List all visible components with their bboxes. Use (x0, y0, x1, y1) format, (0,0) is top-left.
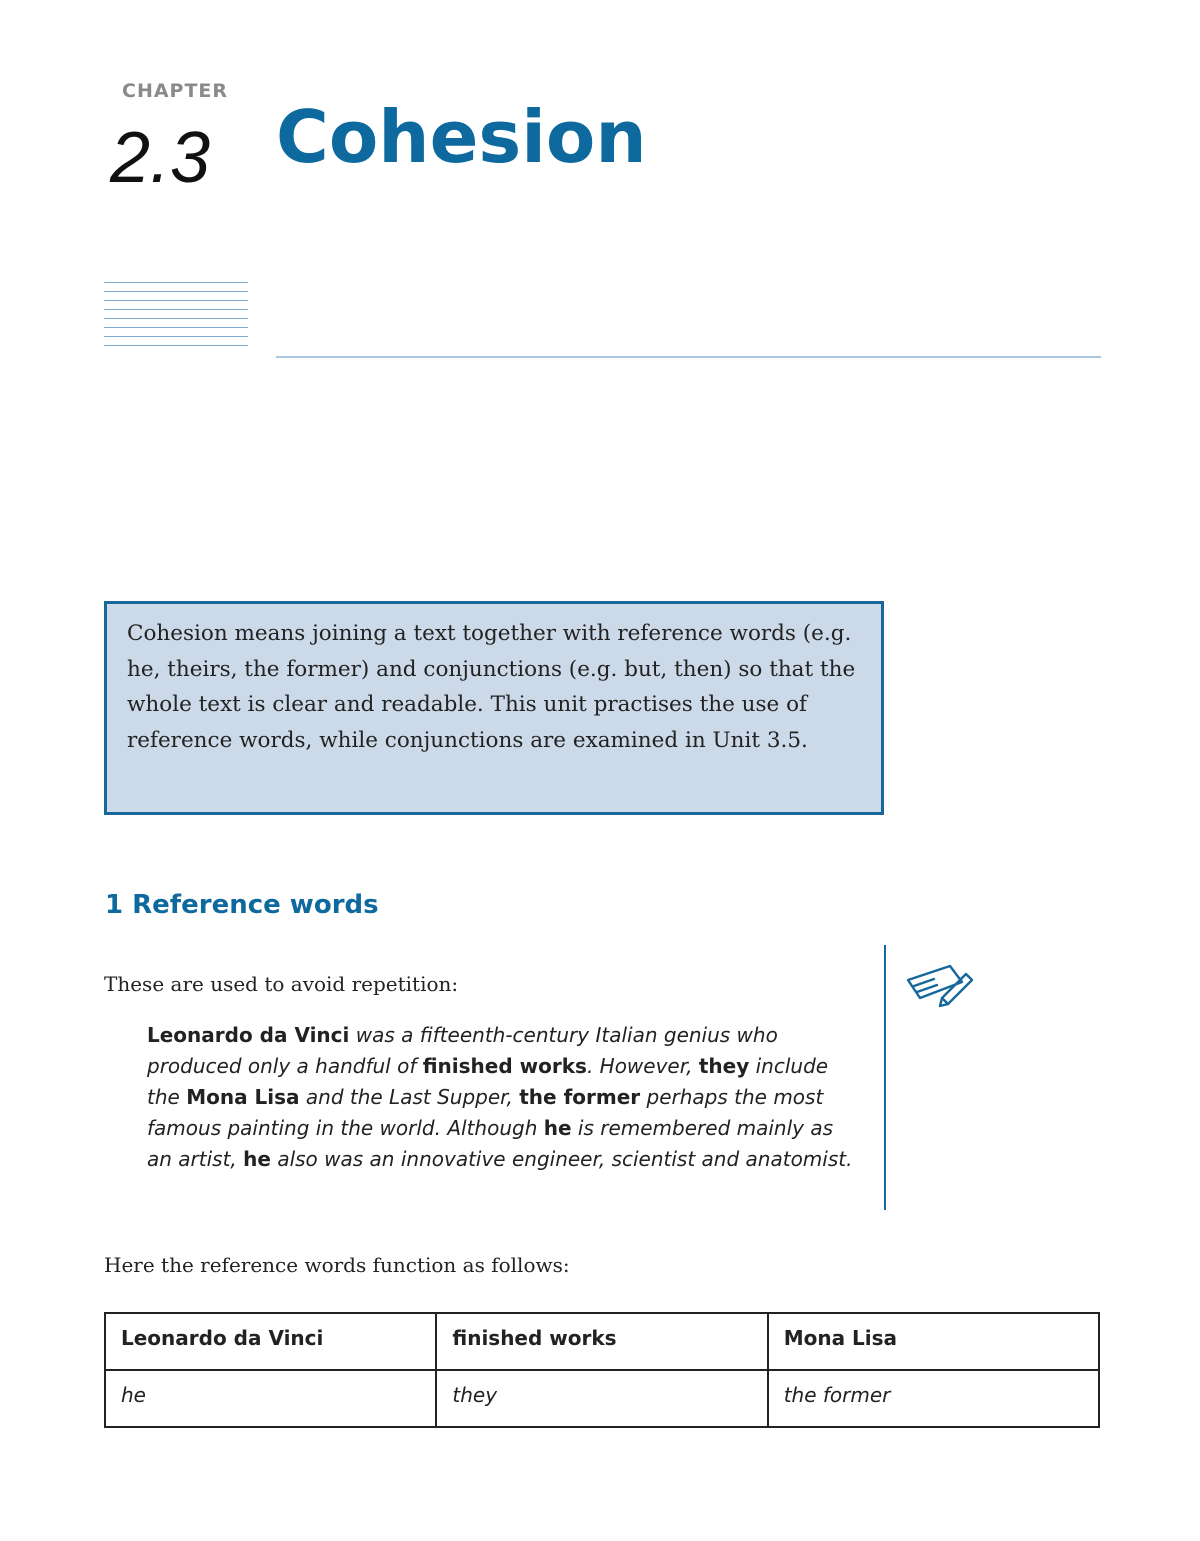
margin-rule (884, 945, 886, 1210)
header-rule (276, 356, 1101, 358)
reference-term: he (543, 1116, 572, 1140)
example-text: is remembered mainly as an artist, (147, 1116, 834, 1171)
table-header-cell: Mona Lisa (768, 1313, 1099, 1370)
section-heading: 1 Reference words (105, 890, 379, 920)
decorative-stripes (104, 282, 248, 354)
definition-box (104, 601, 884, 815)
pencil-writing-icon (904, 962, 976, 1008)
example-text: and the Last Supper, (299, 1085, 520, 1109)
chapter-label: CHAPTER (122, 80, 229, 102)
table-cell: he (105, 1370, 436, 1427)
example-text: perhaps the most famous painting in the world. Although (147, 1085, 824, 1140)
reference-table (104, 1312, 1100, 1428)
reference-term: the former (519, 1085, 641, 1109)
chapter-number: 2.3 (110, 118, 211, 198)
follow-text: Here the reference words function as follows: (104, 1253, 570, 1277)
table-header-cell: Leonardo da Vinci (105, 1313, 436, 1370)
reference-term: finished works (422, 1054, 587, 1078)
example-text: was a fifteenth-century Italian genius who produced only a handful of (147, 1023, 778, 1078)
definition-text: Cohesion means joining a text together with reference words (e.g. he, theirs, the former) and conjunctions (e.g. but, then) so that the whole text is clear and readable. This unit practises the use of reference words, while conjunctions are examined in Unit 3.5. (127, 621, 856, 753)
chapter-title: Cohesion (276, 95, 647, 179)
reference-term: they (698, 1054, 750, 1078)
table-cell: the former (768, 1370, 1099, 1427)
example-text: include the (147, 1054, 829, 1109)
example-paragraph (147, 1020, 857, 1175)
table-header-row (105, 1313, 1099, 1370)
example-text: . However, (586, 1054, 699, 1078)
reference-term: Leonardo da Vinci (147, 1023, 350, 1047)
example-text: also was an innovative engineer, scientist and anatomist. (270, 1147, 853, 1171)
table-row (105, 1370, 1099, 1427)
table-header-cell: finished works (436, 1313, 767, 1370)
reference-term: Mona Lisa (186, 1085, 300, 1109)
table-cell: they (436, 1370, 767, 1427)
intro-text: These are used to avoid repetition: (104, 972, 459, 996)
reference-term: he (243, 1147, 271, 1171)
